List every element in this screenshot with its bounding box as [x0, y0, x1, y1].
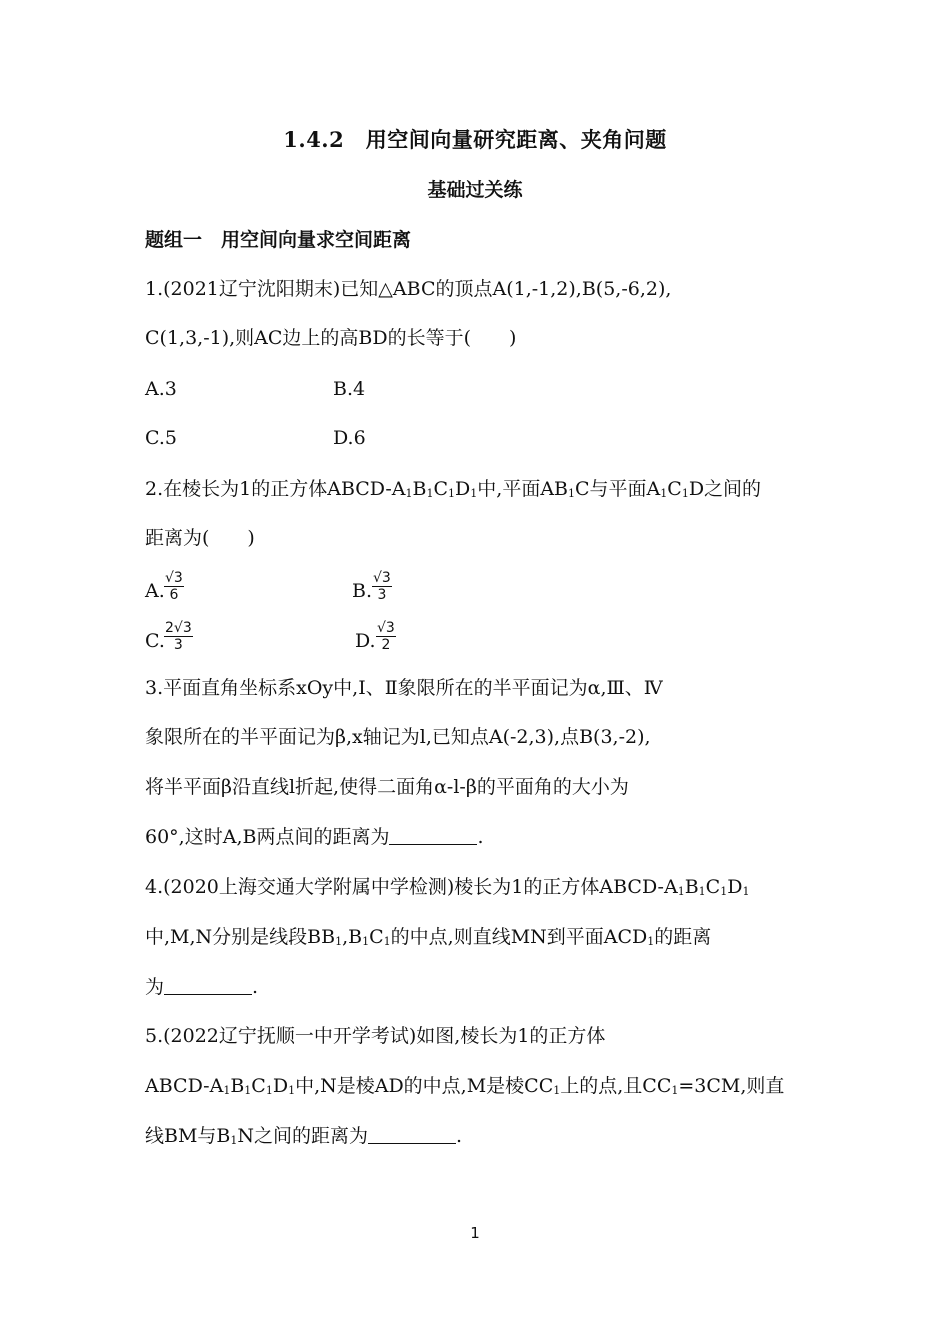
q1-line1: 1.(2021辽宁沈阳期末)已知△ABC的顶点A(1,-1,2),B(5,-6,2), — [145, 278, 672, 300]
q3-line3: 将半平面β沿直线l折起,使得二面角α-l-β的平面角的大小为 — [145, 776, 629, 798]
q2-option-d-fraction: $\frac{√3}{2}$ — [377, 620, 395, 653]
q5-line1: 5.(2022辽宁抚顺一中开学考试)如图,棱长为1的正方体 — [145, 1025, 606, 1047]
q2-line1: 2.在棱长为1的正方体ABCD-$A_1B_1C_1D_1$中,平面$AB_1C$与平面$A_1C_1D$之间的 — [145, 478, 762, 500]
q3-line1: 3.平面直角坐标系xOy中,Ⅰ、Ⅱ象限所在的半平面记为α,Ⅲ、Ⅳ — [145, 677, 663, 699]
q4-line3: 为 . — [145, 976, 259, 998]
q4-line1: 4.(2020上海交通大学附属中学检测)棱长为1的正方体ABCD-$A_1B_1C_1D_1$ — [145, 876, 750, 898]
q2-option-c-label: C. — [145, 630, 165, 652]
group-title: 题组一 用空间向量求空间距离 — [145, 229, 412, 251]
q2-option-c-fraction: $\frac{2√3}{3}$ — [165, 620, 192, 653]
q2-option-a-fraction: $\frac{√3}{6}$ — [165, 570, 183, 603]
q1-option-c: C.5 — [145, 427, 177, 449]
page-title: 1.4.2 用空间向量研究距离、夹角问题 — [283, 127, 667, 152]
q2-option-a-label: A. — [145, 580, 165, 602]
q2-option-b-fraction: $\frac{√3}{3}$ — [373, 570, 391, 603]
answer-blank[interactable] — [389, 826, 477, 845]
section-subtitle: 基础过关练 — [427, 179, 523, 201]
page-number: 1 — [470, 1224, 480, 1242]
q2-option-b-label: B. — [352, 580, 373, 602]
answer-blank[interactable] — [164, 976, 252, 995]
q5-line2: ABCD-$A_1B_1C_1D_1$中,N是棱AD的中点,M是棱$CC_1$上的点,且$CC_1=3CM$,则直 — [145, 1075, 785, 1097]
q3-line4: 60°,这时A,B两点间的距离为 . — [145, 826, 484, 848]
q1-option-d: D.6 — [333, 427, 366, 449]
q1-option-a: A.3 — [145, 378, 177, 400]
q5-line3: 线BM与$B_1N$之间的距离为 . — [145, 1125, 463, 1147]
answer-blank[interactable] — [368, 1125, 456, 1144]
q1-line2: C(1,3,-1),则AC边上的高BD的长等于( ) — [145, 327, 517, 349]
q3-line2: 象限所在的半平面记为β,x轴记为l,已知点A(-2,3),点B(3,-2), — [145, 726, 651, 748]
q2-line2: 距离为( ) — [145, 527, 255, 549]
q4-line2: 中,M,N分别是线段$BB_1,B_1C_1$的中点,则直线MN到平面$ACD_1$的距离 — [145, 926, 712, 948]
q2-option-d-label: D. — [355, 630, 376, 652]
q1-option-b: B.4 — [333, 378, 366, 400]
